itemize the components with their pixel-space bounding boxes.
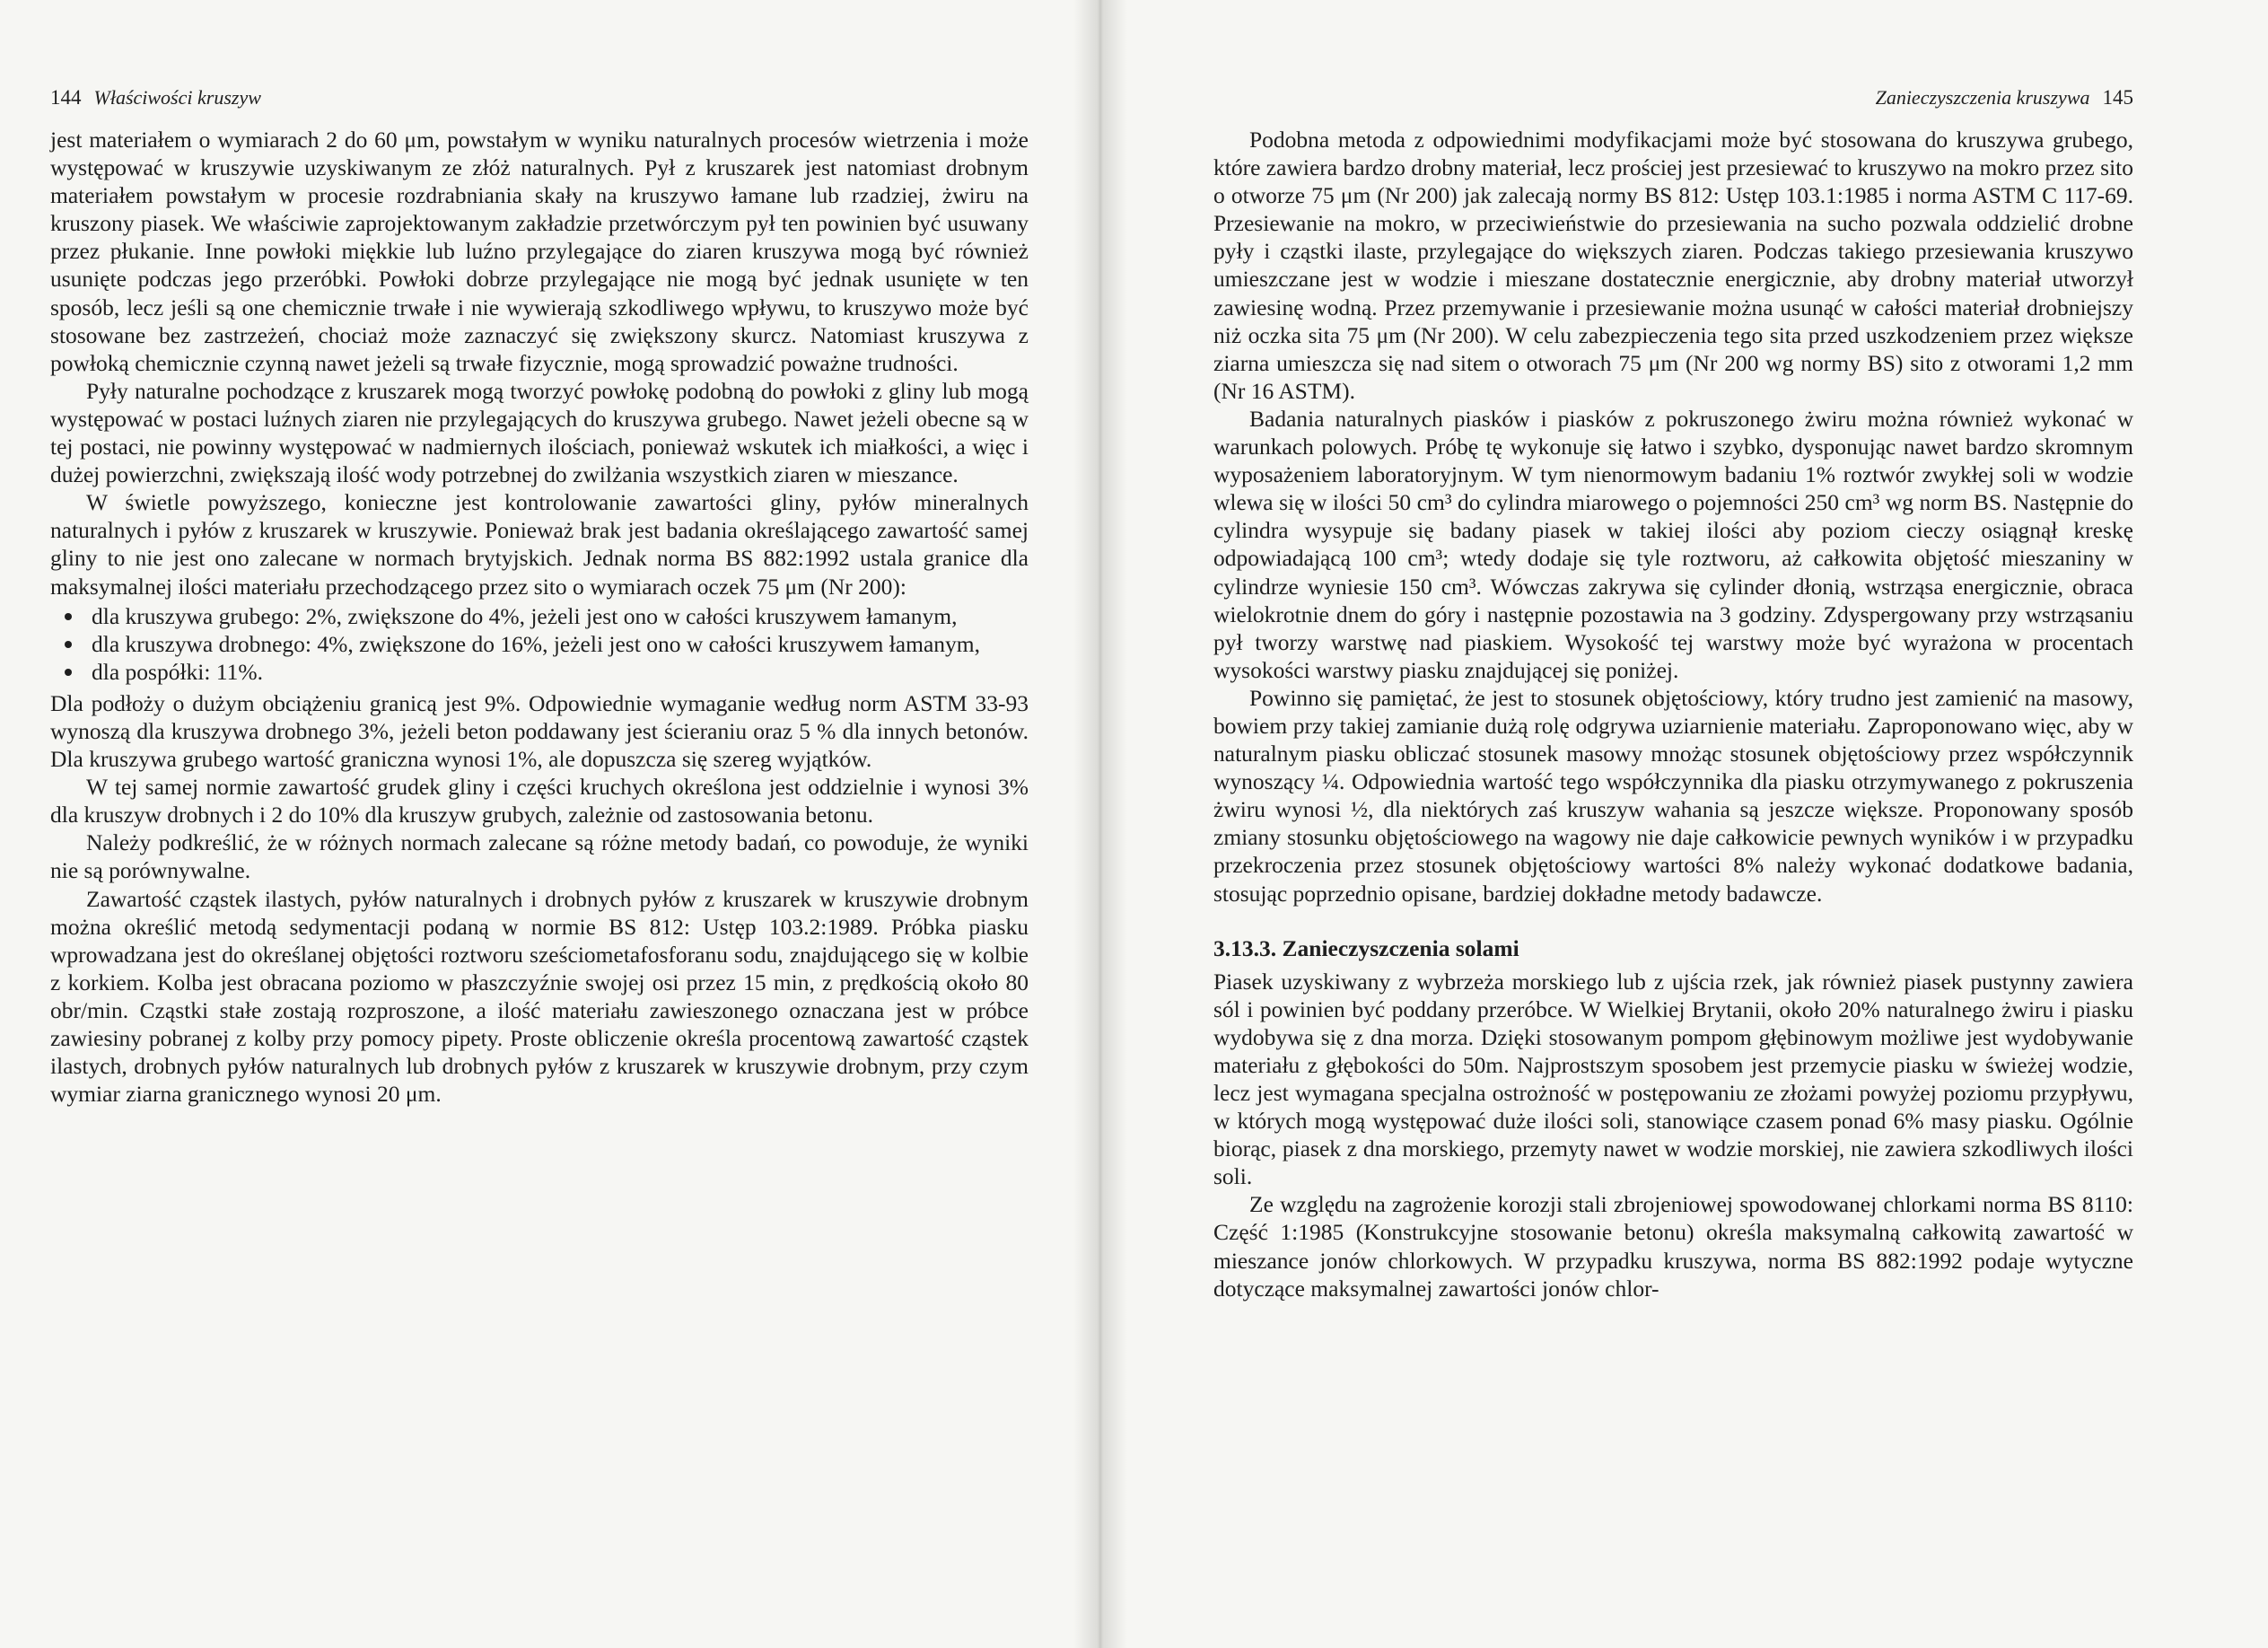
running-title: Zanieczyszczenia kruszywa [1875, 86, 2090, 109]
book-gutter [1073, 0, 1127, 1648]
list-item: dla pospółki: 11%. [92, 658, 1029, 686]
paragraph: Pyły naturalne pochodzące z kruszarek mogą tworzyć powłokę podobną do powłoki z gliny lub mogą występować w postaci luźnych ziaren nie przylegających do kruszywa grubego. Nawet jeżeli obecne są w tej postaci, nie powinny występować w nadmiernych ilościach, ponieważ wskutek ich miałkości, a więc i dużej powierzchni, zwiększają ilość wody potrzebnej do zwilżania wszystkich ziaren w mieszance. [50, 377, 1029, 488]
paragraph: Ze względu na zagrożenie korozji stali zbrojeniowej spowodowanej chlorkami norma BS 8110: Część 1:1985 (Konstrukcyjne stosowanie betonu) określa maksymalną całkowitą zawartość w mieszance jonów chlorkowych. W przypadku kruszywa, norma BS 882:1992 podaje wytyczne dotyczące maksymalnej zawartości jonów chlor- [1213, 1191, 2133, 1302]
page-number: 144 [50, 86, 82, 109]
page-number: 145 [2102, 86, 2133, 109]
paragraph: Zawartość cząstek ilastych, pyłów naturalnych i drobnych pyłów z kruszarek w kruszywie drobnym można określić metodą sedymentacji podaną w normie BS 812: Ustęp 103.2:1989. Próbka piasku wprowadzana jest do określanej objętości roztworu sześciometafosforanu sodu, znajdującego się w kolbie z korkiem. Kolba jest obracana poziomo w płaszczyźnie swojej osi przez 15 min, z prędkością około 80 obr/min. Cząstki stałe zostają rozproszone, a ilość materiału zawieszonego oznaczana jest w próbce zawiesiny pobranej z kolby przy pomocy pipety. Proste obliczenie określa procentową zawartość cząstek ilastych, drobnych pyłów naturalnych lub drobnych pyłów z kruszarek w kruszywie drobnym, przy czym wymiar ziarna granicznego wynosi 20 μm. [50, 885, 1029, 1108]
paragraph: Dla podłoży o dużym obciążeniu granicą jest 9%. Odpowiednie wymaganie według norm ASTM 33-93 wynoszą dla kruszywa drobnego 3%, jeżeli beton poddawany jest ścieraniu oraz 5 % dla innych betonów. Dla kruszywa grubego wartość graniczna wynosi 1%, ale dopuszcza się szereg wyjątków. [50, 689, 1029, 773]
list-item: dla kruszywa grubego: 2%, zwiększone do 4%, jeżeli jest ono w całości kruszywem łamanym, [92, 602, 1029, 630]
left-page-body [50, 126, 1029, 1108]
paragraph: W tej samej normie zawartość grudek gliny i części kruchych określona jest oddzielnie i wynosi 3% dla kruszyw drobnych i 2 do 10% dla kruszyw grubych, zależnie od zastosowania betonu. [50, 774, 1029, 828]
running-title: Właściwości kruszyw [93, 86, 261, 109]
paragraph: Powinno się pamiętać, że jest to stosunek objętościowy, który trudno jest zamienić na masowy, bowiem przy takiej zamianie dużą rolę odgrywa uziarnienie materiału. Zaproponowano więc, aby w naturalnym piasku obliczać stosunek masowy mnożąc stosunek objętościowy przez współczynnik wynoszący ¼. Odpowiednia wartość tego współczynnika dla piasku otrzymywanego z pokruszenia żwiru wynosi ½, dla niektórych zaś kruszyw wahania są jeszcze większe. Proponowany sposób zmiany stosunku objętościowego na wagowy nie daje całkowicie pewnych wyników i w przypadku przekroczenia przez stosunek objętościowy wartości 8% należy wykonać dodatkowe badania, stosując poprzednio opisane, bardziej dokładne metody badawcze. [1213, 684, 2133, 907]
right-page [1100, 0, 2268, 1648]
right-page-header [1213, 86, 2133, 126]
right-page-body [1213, 126, 2133, 1302]
limits-list [50, 602, 1029, 686]
list-item: dla kruszywa drobnego: 4%, zwiększone do 16%, jeżeli jest ono w całości kruszywem łamanym, [92, 630, 1029, 658]
paragraph: W świetle powyższego, konieczne jest kontrolowanie zawartości gliny, pyłów mineralnych naturalnych i pyłów z kruszarek w kruszywie. Ponieważ brak jest badania określającego zawartość samej gliny to nie jest ono zalecane w normach brytyjskich. Jednak norma BS 882:1992 ustala granice dla maksymalnej ilości materiału przechodzącego przez sito o wymiarach oczek 75 μm (Nr 200): [50, 489, 1029, 600]
left-page-header [50, 86, 1029, 126]
paragraph: Podobna metoda z odpowiednimi modyfikacjami może być stosowana do kruszywa grubego, które zawiera bardzo drobny materiał, lecz prościej jest przesiewać to kruszywo na mokro przez sito o otworze 75 μm (Nr 200) jak zalecają normy BS 812: Ustęp 103.1:1985 i norma ASTM C 117-69. Przesiewanie na mokro, w przeciwieństwie do przesiewania na sucho pozwala oddzielić drobne pyły i cząstki ilaste, przylegające do większych ziaren. Podczas takiego przesiewania kruszywo umieszczane jest w wodzie i mieszane dostatecznie energicznie, aby drobny materiał utworzył zawiesinę wodną. Przez przemywanie i przesiewanie można usunąć w całości materiał drobniejszy niż oczka sita 75 μm (Nr 200). W celu zabezpieczenia tego sita przed uszkodzeniem przez większe ziarna umieszcza się nad sitem o otworach 75 μm (Nr 200 wg normy BS) sito z otworami 1,2 mm (Nr 16 ASTM). [1213, 127, 2133, 404]
paragraph: Należy podkreślić, że w różnych normach zalecane są różne metody badań, co powoduje, że wyniki nie są porównywalne. [50, 829, 1029, 884]
section-heading: 3.13.3. Zanieczyszczenia solami [1213, 934, 1519, 961]
left-page [0, 0, 1100, 1648]
paragraph: jest materiałem o wymiarach 2 do 60 μm, powstałym w wyniku naturalnych procesów wietrzenia i może występować w kruszywie uzyskiwanym ze złóż naturalnych. Pył z kruszarek jest natomiast drobnym materiałem powstałym w procesie rozdrabniania skały na kruszywo łamane lub rzadziej, żwiru na kruszony piasek. We właściwie zaprojektowanym zakładzie przetwórczym pył ten powinien być usuwany przez płukanie. Inne powłoki miękkie lub luźno przylegające do ziaren kruszywa mogą być również usunięte podczas jego przeróbki. Powłoki dobrze przylegające nie mogą być jednak usunięte w ten sposób, lecz jeśli są one chemicznie trwałe i nie wywierają szkodliwego wpływu, to kruszywo może być stosowane bez zastrzeżeń, chociaż może zaznaczyć się zwiększony skurcz. Natomiast kruszywa z powłoką chemicznie czynną nawet jeżeli są trwałe fizycznie, mogą sprowadzić poważne trudności. [50, 127, 1029, 376]
paragraph: Piasek uzyskiwany z wybrzeża morskiego lub z ujścia rzek, jak również piasek pustynny zawiera sól i powinien być poddany przeróbce. W Wielkiej Brytanii, około 20% naturalnego żwiru i piasku wydobywa się z dna morza. Dzięki stosowanym pompom głębinowym możliwe jest wydobywanie materiału z głębokości do 50m. Najprostszym sposobem jest przemycie piasku w świeżej wodzie, lecz jest wymagana specjalna ostrożność w postępowaniu ze złożami powyżej poziomu przypływu, w których mogą występować duże ilości soli, stanowiące czasem ponad 6% masy piasku. Ogólnie biorąc, piasek z dna morskiego, przemyty nawet w wodzie morskiej, nie zawiera szkodliwych ilości soli. [1213, 968, 2133, 1190]
paragraph: Badania naturalnych piasków i piasków z pokruszonego żwiru można również wykonać w warunkach polowych. Próbę tę wykonuje się łatwo i szybko, dysponując nawet bardzo skromnym wyposażeniem laboratoryjnym. W tym nienormowym badaniu 1% roztwór zwykłej soli w wodzie wlewa się w ilości 50 cm³ do cylindra miarowego o pojemności 250 cm³ wg norm BS. Następnie do cylindra wysypuje się badany piasek w takiej ilości aby poziom cieczy osiągnął kreskę odpowiadającą 100 cm³; wtedy dodaje się tyle roztworu, aż całkowita objętość mieszaniny w cylindrze wyniesie 150 cm³. Wówczas zakrywa się cylinder dłonią, wstrząsa energicznie, obraca wielokrotnie dnem do góry i następnie pozostawia na 3 godziny. Zdyspergowany przy wstrząsaniu pył tworzy warstwę nad piaskiem. Wysokość tej warstwy może być wyrażona w procentach wysokości warstwy piasku znajdującej się poniżej. [1213, 405, 2133, 683]
